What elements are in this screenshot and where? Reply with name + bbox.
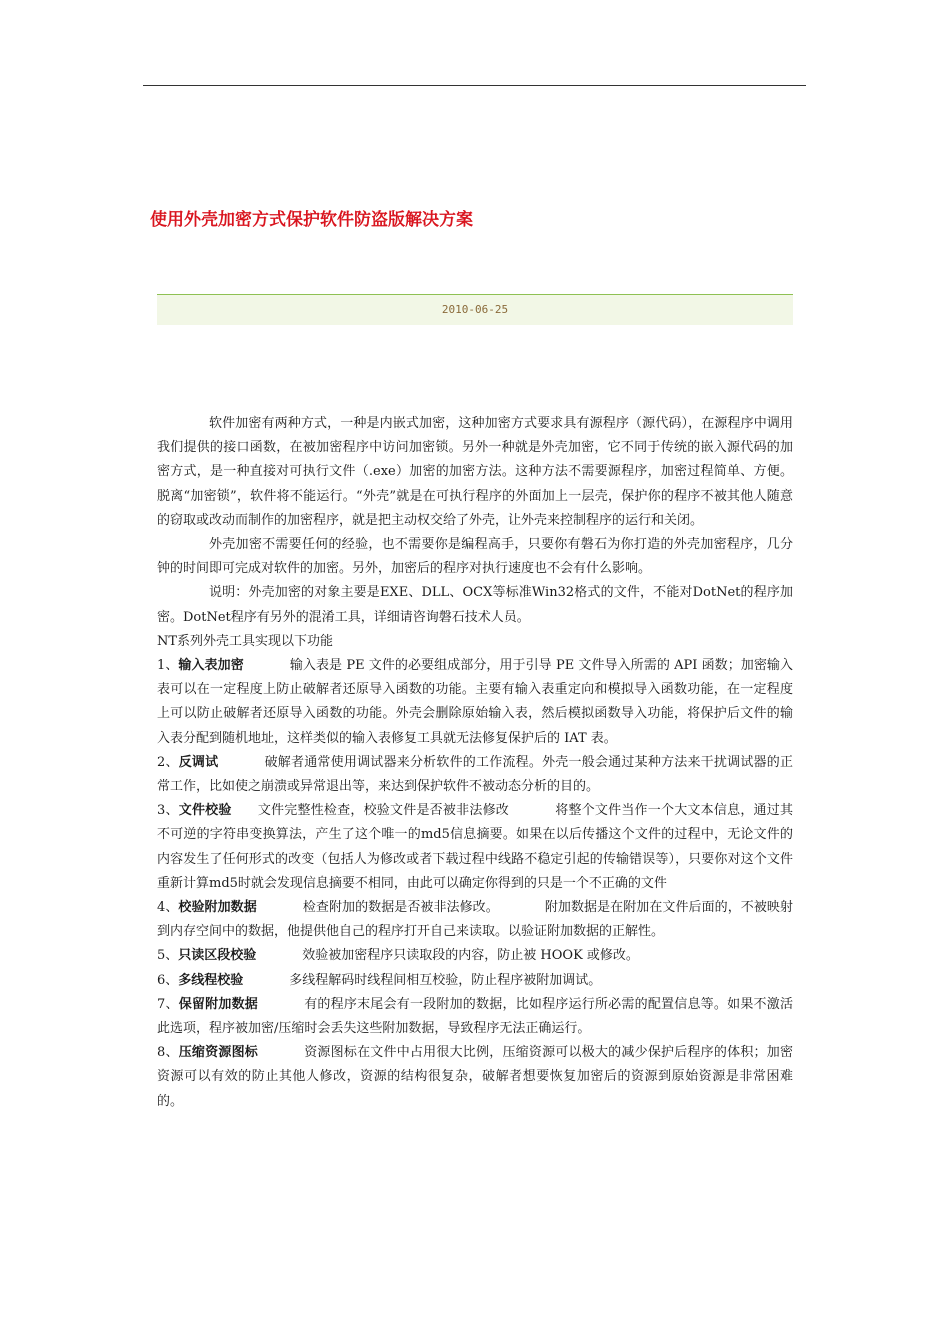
feature-description: 破解者通常使用调试器来分析软件的工作流程。外壳一般会通过某种方法来干扰调试器的正常工作，比如使之崩溃或异常退出等，来达到保护软件不被动态分析的目的。 bbox=[157, 754, 793, 795]
feature-item bbox=[157, 654, 793, 751]
feature-item bbox=[157, 1041, 793, 1114]
feature-number: 1、 bbox=[157, 658, 179, 674]
paragraph-intro: 软件加密有两种方式，一种是内嵌式加密，这种加密方式要求具有源程序（源代码），在源程序中调用我们提供的接口函数，在被加密程序中访问加密锁。另外一种就是外壳加密，它不同于传统的嵌入源代码的加密方式，是一种直接对可执行文件（.exe）加密的加密方法。这种方法不需要源程序，加密过程简单、方便。脱离“加密锁”，软件将不能运行。“外壳”就是在可执行程序的外面加上一层壳，保护你的程序不被其他人随意的窃取或改动而制作的加密程序，就是把主动权交给了外壳，让外壳来控制程序的运行和关闭。 bbox=[157, 416, 793, 528]
feature-description: 输入表是 PE 文件的必要组成部分，用于引导 PE 文件导入所需的 API 函数；加密输入表可以在一定程度上防止破解者还原导入函数的功能。主要有输入表重定向和模拟导入函数功能，在一定程度上可以防止破解者还原导入函数的功能。外壳会删除原始输入表，然后模拟函数导入功能，将保护后文件的输入表分配到随机地址，这样类似的输入表修复工具就无法修复保护后的 IAT 表。 bbox=[157, 658, 793, 746]
feature-number: 5、 bbox=[157, 948, 179, 964]
feature-name: 多线程校验 bbox=[178, 972, 244, 988]
feature-number: 2、 bbox=[157, 754, 179, 770]
paragraph-experience: 外壳加密不需要任何的经验，也不需要你是编程高手，只要你有磐石为你打造的外壳加密程序，几分钟的时间即可完成对软件的加密。另外，加密后的程序对执行速度也不会有什么影响。 bbox=[157, 537, 793, 577]
feature-item bbox=[157, 969, 793, 993]
feature-name: 校验附加数据 bbox=[178, 900, 257, 916]
feature-name: 反调试 bbox=[178, 754, 219, 770]
feature-item bbox=[157, 751, 793, 799]
feature-name: 文件校验 bbox=[178, 803, 232, 819]
publish-date: 2010-06-25 bbox=[441, 303, 509, 316]
feature-description-extra: 附加数据是在附加在文件后面的，不被映射到内存空间中的数据，他提供他自己的程序打开自己来读取。以验证附加数据的正解性。 bbox=[157, 900, 793, 940]
article-body bbox=[157, 412, 793, 1114]
feature-description: 效验被加密程序只读取段的内容，防止被 HOOK 或修改。 bbox=[302, 948, 639, 964]
feature-description-extra: 将整个文件当作一个大文本信息，通过其不可逆的字符串变换算法，产生了这个唯一的md5信息摘要。如果在以后传播这个文件的过程中，无论文件的内容发生了任何形式的改变（包括人为修改或者下载过程中线路不稳定引起的传输错误等），只要你对这个文件重新计算md5时就会发现信息摘要不相同，由此可以确定你得到的只是一个不正确的文件 bbox=[157, 803, 793, 891]
paragraph-note: 说明：外壳加密的对象主要是EXE、DLL、OCX等标准Win32格式的文件，不能对DotNet的程序加密。DotNet程序有另外的混淆工具，详细请咨询磐石技术人员。 bbox=[157, 585, 793, 625]
feature-item bbox=[157, 944, 793, 968]
feature-item bbox=[157, 799, 793, 896]
feature-name: 保留附加数据 bbox=[178, 996, 258, 1012]
feature-name: 只读区段校验 bbox=[178, 948, 257, 964]
list-heading: NT系列外壳工具实现以下功能 bbox=[157, 633, 334, 649]
feature-number: 8、 bbox=[157, 1045, 179, 1061]
date-bar bbox=[157, 294, 793, 325]
feature-item bbox=[157, 993, 793, 1041]
feature-name: 输入表加密 bbox=[178, 658, 244, 674]
feature-number: 4、 bbox=[157, 900, 179, 916]
feature-item bbox=[157, 896, 793, 944]
feature-description: 检查附加的数据是否被非法修改。 bbox=[302, 900, 499, 916]
feature-description: 有的程序末尾会有一段附加的数据，比如程序运行所必需的配置信息等。如果不激活此选项，程序被加密/压缩时会丢失这些附加数据，导致程序无法正确运行。 bbox=[157, 996, 793, 1037]
feature-description: 文件完整性检查，校验文件是否被非法修改 bbox=[257, 803, 510, 819]
feature-number: 3、 bbox=[157, 803, 179, 819]
feature-description: 资源图标在文件中占用很大比例，压缩资源可以极大的减少保护后程序的体积；加密资源可以有效的防止其他人修改，资源的结构很复杂，破解者想要恢复加密后的资源到原始资源是非常困难的。 bbox=[157, 1045, 793, 1109]
feature-description: 多线程解码时线程间相互校验，防止程序被附加调试。 bbox=[289, 972, 602, 988]
feature-name: 压缩资源图标 bbox=[178, 1045, 258, 1061]
feature-number: 6、 bbox=[157, 972, 179, 988]
header-rule bbox=[143, 85, 806, 86]
feature-number: 7、 bbox=[157, 996, 179, 1012]
page-title: 使用外壳加密方式保护软件防盗版解决方案 bbox=[150, 210, 473, 230]
